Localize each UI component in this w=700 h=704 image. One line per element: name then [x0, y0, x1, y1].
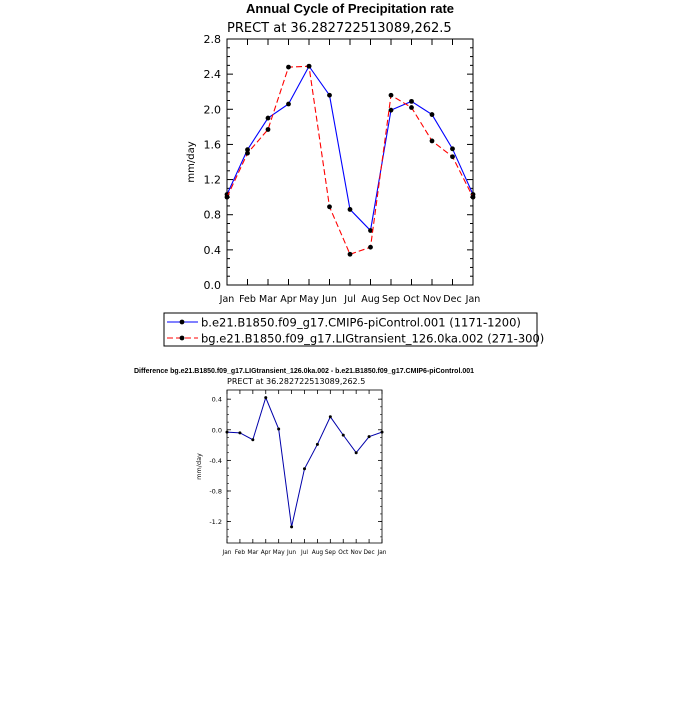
chart2-series-0-point [355, 451, 358, 454]
chart2-xtick-label: Sep [324, 550, 336, 556]
chart2-series-0-point [316, 443, 319, 446]
chart1-series-1-point [348, 252, 353, 257]
chart1-xtick-label: Sep [382, 294, 400, 305]
chart2-xtick-label: Feb [234, 550, 246, 556]
chart2-ytick-label: -0.8 [209, 487, 222, 496]
chart1-ylabel: mm/day [186, 141, 197, 183]
chart1-series-0-point [409, 99, 414, 104]
chart1-xtick-label: Apr [280, 294, 297, 305]
chart2-xtick-label: Nov [350, 550, 362, 556]
chart2-xtick-label: Apr [260, 550, 271, 556]
chart2-series-0-point [368, 435, 371, 438]
chart1-series-line-1 [227, 66, 473, 254]
chart1-legend-swatch-marker [180, 336, 185, 341]
chart1-series-1-point [389, 93, 394, 98]
chart2-series-line-0 [227, 398, 382, 527]
chart2-xtick-label: Jan [222, 550, 232, 556]
chart1-series-1-point [430, 139, 435, 144]
chart2-title: Difference bg.e21.B1850.f09_g17.LIGtransient_126.0ka.002 - b.e21.B1850.f09_g17.CMIP6-piControl.001 [133, 368, 475, 375]
chart2-xtick-label: Oct [338, 550, 349, 556]
chart1-xtick-label: Jan [465, 294, 481, 305]
chart1-xtick-label: Aug [361, 294, 380, 305]
chart1-subtitle: PRECT at 36.282722513089,262.5 [227, 21, 452, 36]
chart1-legend-label: bg.e21.B1850.f09_g17.LIGtransient_126.0ka.002 (271-300) [201, 331, 545, 346]
chart2-xtick-label: Mar [247, 550, 259, 556]
chart1-ytick-label: 0.0 [203, 279, 221, 292]
chart2-series-0-point [251, 438, 254, 441]
chart1-series-1-point [409, 105, 414, 110]
chart1-series-1-point [266, 127, 271, 132]
chart1-series-0-point [430, 112, 435, 117]
chart1-title: Annual Cycle of Precipitation rate [245, 1, 455, 16]
chart1-series-0-point [348, 207, 353, 212]
chart2-series-0-point [226, 431, 229, 434]
chart2-series-0-point [238, 431, 241, 434]
chart1-xtick-label: Feb [239, 294, 256, 305]
chart2-ytick-label: -0.4 [209, 456, 222, 465]
chart1-xtick-label: Nov [422, 294, 442, 305]
chart1-xtick-label: Oct [403, 294, 420, 305]
chart1-ytick-label: 2.8 [203, 33, 221, 46]
chart1-series-1-point [368, 245, 373, 250]
chart-difference [134, 368, 474, 556]
chart1-series-1-point [471, 195, 476, 200]
chart2-ytick-label: 0.0 [211, 426, 222, 435]
chart1-series-0-point [327, 93, 332, 98]
chart1-xtick-label: Jan [219, 294, 235, 305]
chart2-xtick-label: Dec [363, 550, 375, 556]
chart2-series-0-point [277, 428, 280, 431]
chart1-ytick-label: 2.0 [203, 103, 221, 117]
chart2-series-0-point [342, 434, 345, 437]
chart1-series-1-point [225, 195, 230, 200]
chart1-ytick-label: 1.2 [203, 173, 221, 187]
chart1-legend-label: b.e21.B1850.f09_g17.CMIP6-piControl.001 (1171-1200) [201, 315, 521, 330]
chart1-plot-frame [227, 39, 473, 285]
chart2-xtick-label: Aug [311, 550, 324, 556]
chart1-xtick-label: Jun [322, 294, 337, 305]
chart2-ytick-label: -1.2 [209, 518, 222, 527]
chart2-series-0-point [264, 396, 267, 399]
chart2-series-0-point [381, 431, 384, 434]
chart2-xtick-label: Jun [287, 550, 297, 556]
chart1-ytick-label: 2.4 [203, 68, 221, 82]
chart2-xtick-label: Jan [377, 550, 387, 556]
chart1-xtick-label: Dec [443, 294, 462, 305]
chart1-series-line-0 [227, 66, 473, 230]
chart1-xtick-label: Mar [259, 294, 277, 305]
chart1-ytick-label: 0.8 [203, 208, 221, 222]
chart1-xtick-label: Jul [344, 294, 356, 305]
chart2-series-0-point [290, 525, 293, 528]
chart2-xtick-label: Jul [301, 550, 308, 556]
chart2-subtitle: PRECT at 36.282722513089,262.5 [227, 377, 366, 386]
chart1-series-1-point [245, 151, 250, 156]
chart2-series-0-point [303, 467, 306, 470]
chart1-ytick-label: 0.4 [203, 243, 221, 257]
chart2-plot-frame [227, 390, 382, 543]
chart2-xtick-label: May [272, 550, 285, 556]
chart2-series-0-point [329, 415, 332, 418]
chart1-series-1-point [327, 204, 332, 209]
chart1-series-0-point [389, 108, 394, 113]
chart1-series-1-point [450, 154, 455, 159]
chart2-ytick-label: 0.4 [211, 395, 222, 404]
chart1-series-0-point [286, 102, 291, 107]
chart1-series-0-point [450, 146, 455, 151]
chart1-legend-swatch-marker [180, 320, 185, 325]
chart1-ytick-label: 1.6 [203, 138, 221, 152]
chart1-xtick-label: May [299, 294, 319, 305]
chart1-series-1-point [307, 64, 312, 69]
chart1-series-0-point [266, 116, 271, 121]
chart-annual-cycle [164, 1, 544, 346]
chart2-ylabel: mm/day [195, 453, 203, 480]
chart1-series-1-point [286, 65, 291, 70]
